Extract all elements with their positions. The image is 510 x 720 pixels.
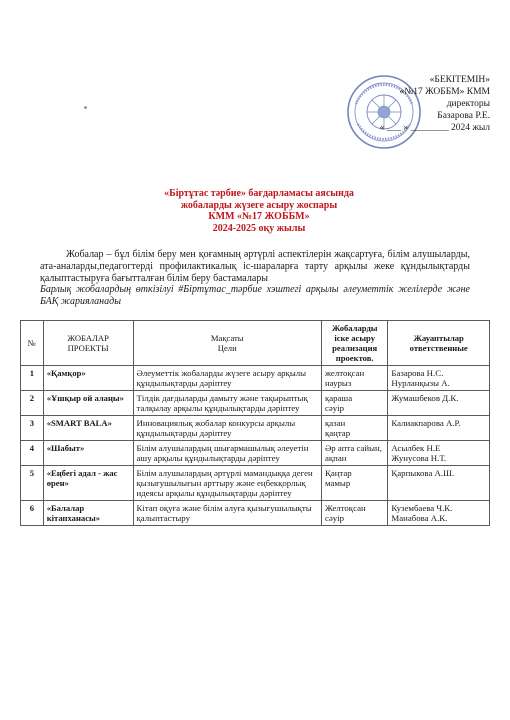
row-period-start: Желтоқсан bbox=[324, 503, 366, 513]
row-number: 5 bbox=[21, 466, 44, 501]
header-implementation: Жобаларды іске асыру реализация проектов. bbox=[321, 321, 387, 366]
title-line-1: «Біртұтас тәрбие» бағдарламасы аясында bbox=[164, 188, 354, 199]
row-responsible-1: Жумашбеков Д.К. bbox=[391, 393, 459, 403]
row-responsible-1: Базарова Н.С. bbox=[391, 368, 444, 378]
header-responsible: Жауаптылар ответственные bbox=[388, 321, 490, 366]
row-period-start: қазан bbox=[324, 418, 346, 428]
row-project-name: «SMART BALA» bbox=[43, 416, 133, 441]
intro-text bbox=[40, 249, 470, 308]
row-project-name: «Қамқор» bbox=[43, 366, 133, 391]
row-project-name: «Ұшқыр ой алаңы» bbox=[43, 391, 133, 416]
row-responsible-1: Калиакпарова А.Р. bbox=[391, 418, 461, 428]
header-projects: ЖОБАЛАР ПРОЕКТЫ bbox=[43, 321, 133, 366]
title-line-3: КММ «№17 ЖОББМ» bbox=[208, 211, 310, 222]
approval-position: директоры bbox=[446, 99, 490, 109]
row-period-end: қаңтар bbox=[324, 428, 351, 438]
row-period-start: қараша bbox=[324, 393, 353, 403]
projects-table bbox=[20, 320, 490, 526]
table-row bbox=[21, 466, 490, 501]
row-goal: Инновациялық жобалар конкурсы арқылы құндылықтарды дәріптеу bbox=[133, 416, 321, 441]
row-responsible bbox=[388, 366, 490, 391]
title-line-2: жобаларды жүзеге асыру жоспары bbox=[180, 199, 338, 211]
row-responsible-2: Манабова А.К. bbox=[391, 513, 448, 523]
row-period bbox=[321, 416, 387, 441]
stray-dot bbox=[84, 106, 87, 109]
row-period-end: ақпан bbox=[324, 453, 347, 463]
row-responsible bbox=[388, 416, 490, 441]
row-number: 2 bbox=[21, 391, 44, 416]
approval-name: Базарова Р.Е. bbox=[437, 111, 490, 121]
row-goal: Әлеуметтік жобаларды жүзеге асыру арқылы құндылықтарды дәріптеу bbox=[133, 366, 321, 391]
intro-paragraph: Жобалар – бұл білім беру мен қоғамның әртүрлі аспектілерін жақсартуға, білім алушыларды, ата-аналарды,педагогтерді профилактикалық іс-шараларға тарту арқылы жеке құндылықтарды қалыптастыруға бағытталған білім беру бастамалары bbox=[40, 249, 470, 284]
row-responsible-1: Қарпыкова А.Ш. bbox=[391, 468, 455, 478]
table-row bbox=[21, 441, 490, 466]
header-goals-kz: Мақсаты bbox=[210, 333, 244, 343]
row-responsible bbox=[388, 466, 490, 501]
row-responsible bbox=[388, 501, 490, 526]
table-header-row bbox=[21, 321, 490, 366]
row-period bbox=[321, 366, 387, 391]
row-period-start: желтоқсан bbox=[324, 368, 365, 378]
row-responsible-2: Нурланқызы А. bbox=[391, 378, 450, 388]
row-period-end: наурыз bbox=[324, 378, 352, 388]
row-period bbox=[321, 441, 387, 466]
row-project-name: «Еңбегі адал - жас өрен» bbox=[43, 466, 133, 501]
row-responsible bbox=[388, 441, 490, 466]
document-title bbox=[100, 188, 418, 234]
row-goal: Кітап оқуға және білім алуға қызығушылықты қалыптастыру bbox=[133, 501, 321, 526]
row-responsible-1: Кузембаева Ч.К. bbox=[391, 503, 453, 513]
row-period-end: сәуір bbox=[324, 403, 345, 413]
row-number: 6 bbox=[21, 501, 44, 526]
row-period-end: мамыр bbox=[324, 478, 351, 488]
row-number: 1 bbox=[21, 366, 44, 391]
row-goal: Білім алушылардың әртүрлі мамандыққа деген қызығушылығын арттыру және еңбекқорлық идеясы арқылы құндылықтарды дәріптеу bbox=[133, 466, 321, 501]
approval-date: « ___ » ________ 2024 жыл bbox=[379, 123, 490, 133]
approval-organization: «№17 ЖОББМ» КММ bbox=[399, 87, 490, 97]
table-row bbox=[21, 416, 490, 441]
approval-block bbox=[372, 74, 490, 134]
row-goal: Білім алушылардың шығармашылық әлеуетін ашу арқылы құндылықтарды дәріптеу bbox=[133, 441, 321, 466]
row-period-end: сәуір bbox=[324, 513, 345, 523]
intro-hashtag-note: Барлық жобалардың өткізілуі #Біртұтас_тәрбие хэштегі арқылы әлеуметтік желілерде және БАҚ жарияланады bbox=[40, 284, 470, 308]
row-number: 4 bbox=[21, 441, 44, 466]
header-number: № bbox=[21, 321, 44, 366]
row-responsible bbox=[388, 391, 490, 416]
approval-heading: «БЕКІТЕМІН» bbox=[429, 75, 490, 85]
table-row bbox=[21, 501, 490, 526]
row-number: 3 bbox=[21, 416, 44, 441]
header-goals bbox=[133, 321, 321, 366]
row-project-name: «Балалар кітапханасы» bbox=[43, 501, 133, 526]
table-row bbox=[21, 366, 490, 391]
row-period-start: Қаңтар bbox=[324, 468, 352, 478]
row-period bbox=[321, 391, 387, 416]
row-responsible-2: Жунусова Н.Т. bbox=[391, 453, 447, 463]
table-row bbox=[21, 391, 490, 416]
row-project-name: «Шабыт» bbox=[43, 441, 133, 466]
row-goal: Тілдік дағдыларды дамыту және тақырыптық талқылау арқылы құндылықтарды дәріптеу bbox=[133, 391, 321, 416]
header-goals-ru: Цели bbox=[217, 343, 237, 353]
row-period bbox=[321, 501, 387, 526]
row-period bbox=[321, 466, 387, 501]
title-line-4: 2024-2025 оқу жылы bbox=[212, 222, 306, 234]
row-period-start: Әр апта сайын, bbox=[324, 443, 382, 453]
row-responsible-1: Асылбек Н.Е bbox=[391, 443, 441, 453]
